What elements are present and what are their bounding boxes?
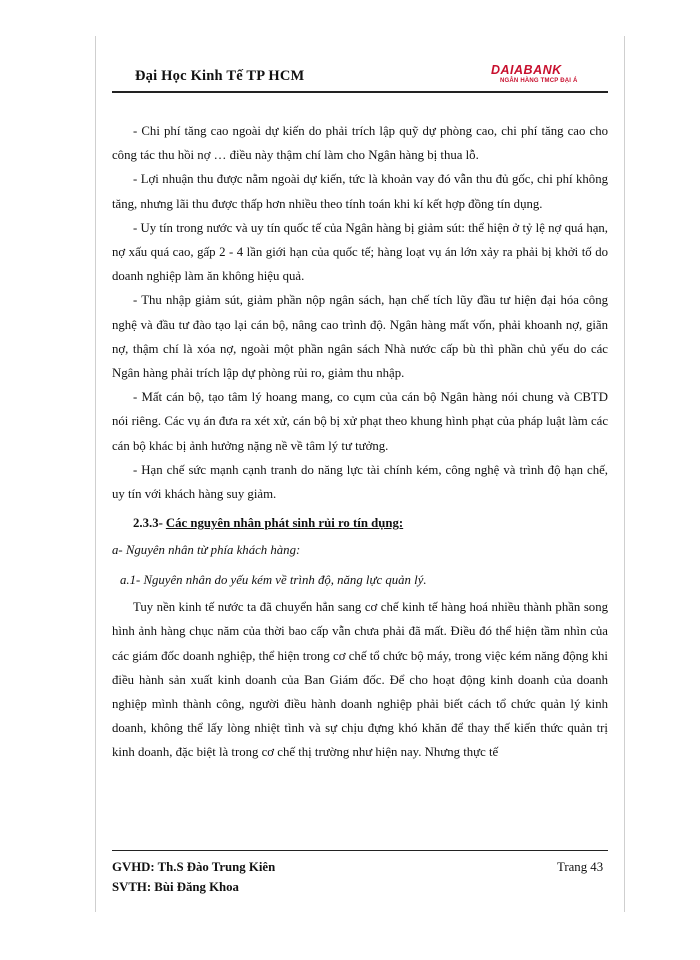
footer-student: SVTH: Bùi Đăng Khoa (112, 880, 239, 894)
section-title: Các nguyên nhân phát sinh rủi ro tín dụng: (165, 516, 404, 531)
footer-credits (112, 857, 275, 897)
paragraph: - Thu nhập giảm sút, giảm phần nộp ngân sách, hạn chế tích lũy đầu tư hiện đại hóa công nghệ và đầu tư đào tạo lại cán bộ, nâng cao trình độ. Ngân hàng mất vốn, phải khoanh nợ, giãn nợ, thậm chí là xóa nợ, ngoài một phần ngân sách Nhà nước cấp bù thì phần chủ yếu do các Ngân hàng phải trích lập dự phòng rủi ro, giảm thu nhập. (112, 293, 608, 381)
paragraph: - Uy tín trong nước và uy tín quốc tế của Ngân hàng bị giảm sút: thể hiện ở tỷ lệ nợ quá hạn, nợ xấu quá cao, gấp 2 - 4 lần giới hạn của quốc tế; hàng loạt vụ án lớn xảy ra phải bị khởi tố do doanh nghiệp làm ăn không hiệu quả. (112, 220, 608, 284)
header-divider (112, 91, 608, 93)
document-body (112, 119, 608, 765)
logo-text: DAIABANK (491, 63, 562, 77)
paragraph: Tuy nền kinh tế nước ta đã chuyển hẳn sang cơ chế kinh tế hàng hoá nhiều thành phần song hình ảnh hàng chục năm của thời bao cấp vẫn chưa phải đã mất. Điều đó thể hiện tầm nhìn của các giám đốc doanh nghiệp, thể hiện trong cơ chế tổ chức bộ máy, trong việc kém năng động khi điều hành sản xuất kinh doanh của Ban Giám đốc. Để cho hoạt động kinh doanh của doanh nghiệp mình thành công, người điều hành doanh nghiệp phải biết cách tổ chức quản lý kinh doanh, không thể lấy lòng nhiệt tình và sự chịu đựng khó khăn để thay thế kiến thức quản trị kinh doanh, đặc biệt là trong cơ chế thị trường như hiện nay. Nhưng thực tế (112, 600, 608, 760)
daiabank-logo (491, 63, 609, 87)
footer-divider (112, 850, 608, 851)
logo-subtext: NGÂN HÀNG TMCP ĐẠI Á (500, 78, 578, 84)
section-heading (112, 510, 608, 536)
paragraph: - Hạn chế sức mạnh cạnh tranh do năng lực tài chính kém, công nghệ và trình độ hạn chế, uy tín với khách hàng suy giảm. (112, 462, 608, 502)
header-title: Đại Học Kinh Tế TP HCM (135, 68, 305, 84)
page-number: Trang 43 (557, 860, 604, 874)
paragraph: - Lợi nhuận thu được nằm ngoài dự kiến, tức là khoản vay đó vẫn thu đủ gốc, chi phí không tăng, nhưng lãi thu được thấp hơn nhiều theo tính toán khi kí kết hợp đồng tín dụng. (112, 172, 608, 211)
sub-subsection-heading: a.1- Nguyên nhân do yếu kém về trình độ, năng lực quản lý. (120, 573, 427, 588)
paragraph: - Mất cán bộ, tạo tâm lý hoang mang, co cụm của cán bộ Ngân hàng nói chung và CBTD nói riêng. Các vụ án đưa ra xét xử, cán bộ bị xử phạt theo khung hình phạt của pháp luật làm các cán bộ khác bị ảnh hưởng nặng nề về tâm lý tư tưởng. (112, 390, 608, 453)
footer-advisor: GVHD: Th.S Đào Trung Kiên (112, 860, 276, 874)
subsection-heading: a- Nguyên nhân từ phía khách hàng: (112, 543, 301, 558)
paragraph: - Chi phí tăng cao ngoài dự kiến do phải trích lập quỹ dự phòng cao, chi phí tăng cao cho công tác thu hồi nợ … điều này thậm chí làm cho Ngân hàng bị thua lỗ. (112, 124, 608, 163)
section-number: 2.3.3- (133, 516, 163, 531)
